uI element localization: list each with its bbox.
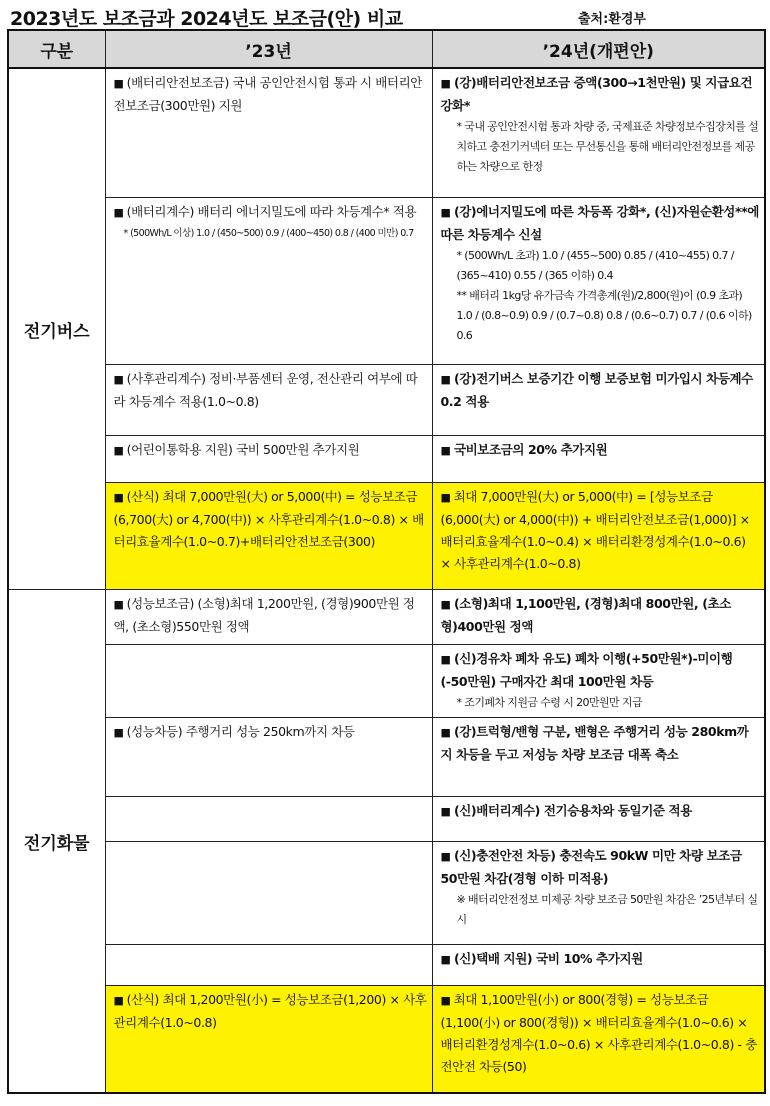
cell-bus-5-2023 (105, 483, 432, 590)
cell-truck-6-2024 (432, 945, 765, 986)
note: * 조기폐차 지원금 수령 시 20만원만 지급 (456, 696, 642, 709)
cell-bus-1-2023 (105, 68, 432, 198)
text: ■ (사후관리계수) 정비·부품센터 운영, 전산관리 여부에 따라 차등계수 적용(1.0~0.8) (114, 371, 418, 409)
cell-truck-5-2024 (432, 842, 765, 945)
text: ■ 최대 7,000만원(大) or 5,000(中) = [성능보조금(6,000(大) or 4,000(中)) + 배터리안전보조금(1,000)] × 배터리효율계수(1.0~0.4) × 배터리환경성계수(1.0~0.6) × 사후관리계수(1.0~0.8) (441, 489, 750, 571)
text: ■ (배터리안전보조금) 국내 공인안전시험 통과 시 배터리안전보조금(300만원) 지원 (114, 75, 422, 113)
source-label: 출처:환경부 (578, 12, 646, 27)
cell-truck-2-2024 (432, 645, 765, 718)
text: ■ (신)배터리계수) 전기승용차와 동일기준 적용 (441, 803, 692, 818)
table-row (8, 718, 765, 797)
cell-bus-2-2024 (432, 198, 765, 365)
text: ■ (신)경유차 폐차 유도) 폐차 이행(+50만원*)-미이행(-50만원) 구매자간 최대 100만원 차등 (441, 648, 760, 693)
note: * (500Wh/L 이상) 1.0 / (450~500) 0.9 / (400~450) 0.8 / (400 미만) 0.7 (123, 228, 414, 239)
table-row (8, 68, 765, 198)
cell-truck-3-2023 (105, 718, 432, 797)
cell-bus-5-2024 (432, 483, 765, 590)
cell-bus-3-2023 (105, 365, 432, 436)
cell-truck-1-2024 (432, 590, 765, 645)
text: ■ (신)충전안전 차등) 충전속도 90kW 미만 차량 보조금 50만원 차감(경형 이하 미적용) (441, 845, 760, 890)
table-row (8, 436, 765, 483)
text: ■ (강)배터리안전보조금 증액(300→1천만원) 및 지급요건 강화* (441, 72, 760, 117)
header-row (8, 30, 765, 68)
text: ■ (강)전기버스 보증기간 이행 보증보험 미가입시 차등계수 0.2 적용 (441, 371, 753, 409)
header-category: 구분 (8, 30, 105, 68)
table-row (8, 797, 765, 842)
table-row (8, 842, 765, 945)
cell-truck-5-2023 (105, 842, 432, 945)
text: ■ 국비보조금의 20% 추가지원 (441, 442, 608, 457)
text: ■ 최대 1,100만원(小) or 800(경형) = 성능보조금(1,100(小) or 800(경형)) × 배터리효율계수(1.0~0.6) × 배터리환경성계수(1.0~0.6) × 사후관리계수(1.0~0.8) - 충전안전 차등(50) (441, 992, 757, 1074)
text: ■ (산식) 최대 7,000만원(大) or 5,000(中) = 성능보조금(6,700(大) or 4,700(中)) × 사후관리계수(1.0~0.8) × 배터리효율계수(1.0~0.7)+배터리안전보조금(300) (114, 489, 424, 549)
text: ■ (산식) 최대 1,200만원(小) = 성능보조금(1,200) × 사후관리계수(1.0~0.8) (114, 992, 427, 1030)
cell-truck-2-2023 (105, 645, 432, 718)
table-row (8, 198, 765, 365)
cell-bus-2-2023 (105, 198, 432, 365)
table-row (8, 986, 765, 1094)
cell-bus-1-2024 (432, 68, 765, 198)
text: ■ (성능차등) 주행거리 성능 250km까지 차등 (114, 724, 355, 739)
text: ■ (성능보조금) (소형)최대 1,200만원, (경형)900만원 정액, (초소형)550만원 정액 (114, 596, 415, 634)
cell-truck-4-2023 (105, 797, 432, 842)
note: ** 배터리 1kg당 유가금속 가격총계(원)/2,800(원)이 (0.9 초과) 1.0 / (0.8~0.9) 0.9 / (0.7~0.8) 0.8 / (0.6~0.7) 0.7 / (0.6 이하) 0.6 (456, 289, 752, 342)
header-2023: ’23년 (105, 30, 432, 68)
table-row (8, 483, 765, 590)
cell-bus-4-2024 (432, 436, 765, 483)
table-row (8, 645, 765, 718)
text: ■ (강)에너지밀도에 따른 차등폭 강화*, (신)자원순환성**에 따른 차등계수 신설 (441, 201, 760, 246)
text: ■ (신)택배 지원) 국비 10% 추가지원 (441, 951, 643, 966)
page-title: 2023년도 보조금과 2024년도 보조금(안) 비교 (10, 8, 403, 30)
category-bus: 전기버스 (8, 68, 105, 590)
note: * 국내 공인안전시험 통과 차량 중, 국제표준 차량정보수집장치를 설치하고 충전기커넥터 또는 무선통신을 통해 배터리안전정보를 제공하는 차량으로 한정 (456, 120, 759, 173)
table-row (8, 365, 765, 436)
note: * (500Wh/L 초과) 1.0 / (455~500) 0.85 / (410~455) 0.7 / (365~410) 0.55 / (365 이하) 0.4 (456, 249, 734, 282)
text: ■ (어린이통학용 지원) 국비 500만원 추가지원 (114, 442, 360, 457)
cell-bus-4-2023 (105, 436, 432, 483)
cell-truck-7-2023 (105, 986, 432, 1094)
cell-truck-3-2024 (432, 718, 765, 797)
cell-truck-7-2024 (432, 986, 765, 1094)
note: ※ 배터리안전정보 미제공 차량 보조금 50만원 차감은 ’25년부터 실시 (456, 893, 758, 926)
table-row (8, 945, 765, 986)
category-truck: 전기화물 (8, 590, 105, 1094)
header-2024: ’24년(개편안) (432, 30, 765, 68)
cell-truck-6-2023 (105, 945, 432, 986)
cell-truck-4-2024 (432, 797, 765, 842)
cell-bus-3-2024 (432, 365, 765, 436)
table-row (8, 590, 765, 645)
text: ■ (소형)최대 1,100만원, (경형)최대 800만원, (초소형)400만원 정액 (441, 596, 731, 634)
cell-truck-1-2023 (105, 590, 432, 645)
text: ■ (강)트럭형/밴형 구분, 밴형은 주행거리 성능 280km까지 차등을 두고 저성능 차량 보조금 대폭 축소 (441, 724, 749, 762)
comparison-table (7, 29, 766, 1094)
text: ■ (배터리계수) 배터리 에너지밀도에 따라 차등계수* 적용 (114, 201, 427, 224)
